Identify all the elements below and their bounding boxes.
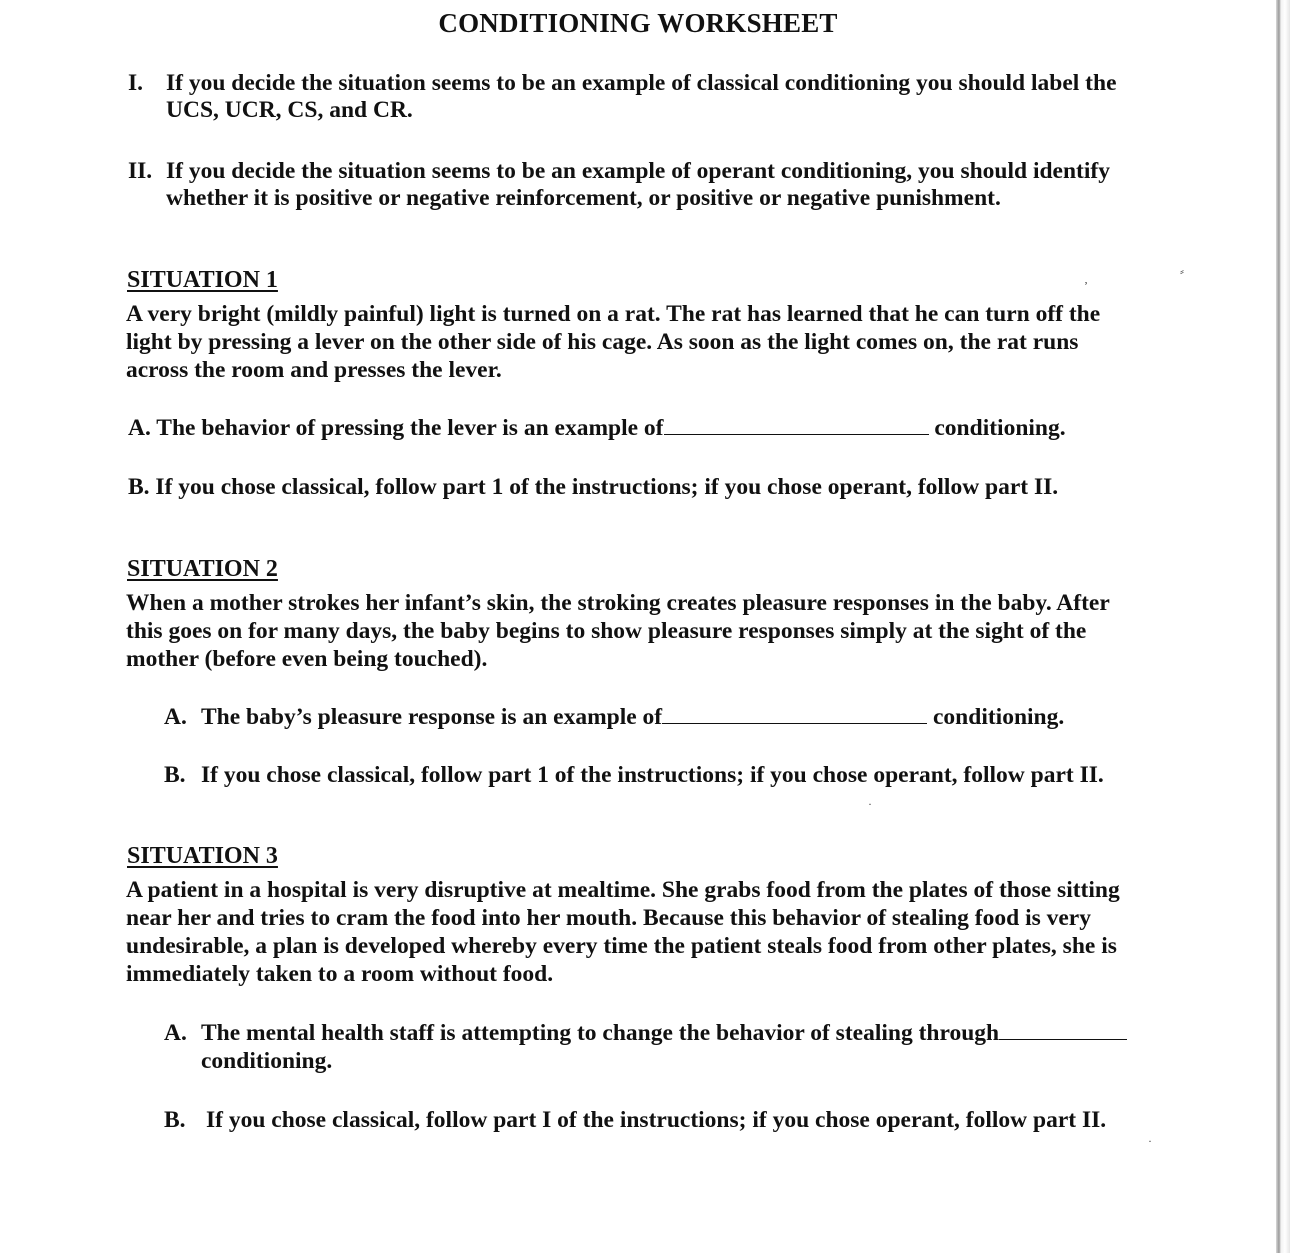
- question-a-prefix: The baby’s pleasure response is an example of: [201, 704, 663, 730]
- situation-2-heading: SITUATION 2: [127, 556, 278, 582]
- situation-1-heading: SITUATION 1: [127, 267, 278, 293]
- instruction-1: [128, 70, 1148, 124]
- question-a-suffix: conditioning.: [934, 415, 1066, 441]
- scan-speck: ⸗: [1180, 264, 1184, 278]
- question-b-text: If you chose classical, follow part I of the instructions; if you chose operant, follow part II.: [206, 1107, 1107, 1133]
- instruction-text: If you decide the situation seems to be an example of operant conditioning, you should identify whether it is positive or negative reinforcement, or positive or negative punishment.: [166, 158, 1110, 211]
- question-a-suffix: conditioning.: [201, 1048, 333, 1074]
- situation-3-heading: SITUATION 3: [127, 843, 278, 869]
- situation-3-text: A patient in a hospital is very disruptive at mealtime. She grabs food from the plates of those sitting near her and tries to cram the food into her mouth. Because this behavior of stealing food is very undesirable, a plan is developed whereby every time the patient steals food from other plates, she is immediately taken to a room without food.: [126, 877, 1120, 987]
- question-letter: B.: [164, 762, 186, 788]
- question-a-prefix: The mental health staff is attempting to change the behavior of stealing through: [201, 1020, 1000, 1046]
- instruction-number: I.: [128, 70, 144, 96]
- instruction-number: II.: [128, 158, 153, 184]
- page-title: CONDITIONING WORKSHEET: [438, 8, 838, 38]
- question-a-suffix: conditioning.: [933, 704, 1065, 730]
- instruction-text: If you decide the situation seems to be an example of classical conditioning you should label the UCS, UCR, CS, and CR.: [166, 70, 1117, 123]
- answer-blank[interactable]: [664, 414, 929, 435]
- page-edge: [1276, 0, 1290, 1253]
- question-letter: A.: [164, 704, 187, 730]
- situation-1-text: A very bright (mildly painful) light is turned on a rat. The rat has learned that he can turn off the light by pressing a lever on the other side of his cage. As soon as the light comes on, the rat runs across the room and presses the lever.: [126, 301, 1101, 383]
- situation-3-question-a: [164, 1019, 1139, 1075]
- question-letter: B.: [164, 1107, 186, 1133]
- situation-1-question-b: B. If you chose classical, follow part 1 of the instructions; if you chose operant, follow part II.: [128, 474, 1059, 500]
- situation-3-question-b: [164, 1106, 1106, 1134]
- scan-speck: ‚: [1084, 272, 1088, 286]
- scan-speck: ·: [1148, 1134, 1152, 1148]
- question-b-text: If you chose classical, follow part 1 of the instructions; if you chose operant, follow part II.: [201, 762, 1104, 788]
- situation-2-question-b: [164, 761, 1104, 789]
- answer-blank[interactable]: [662, 703, 927, 724]
- situation-2-text: When a mother strokes her infant’s skin, the stroking creates pleasure responses in the baby. After this goes on for many days, the baby begins to show pleasure responses simply at the sight of the mother (before even being touched).: [126, 590, 1110, 672]
- situation-1-question-a: [128, 414, 1066, 442]
- instruction-2: [128, 158, 1138, 212]
- situation-2-question-a: [164, 703, 1064, 731]
- question-letter: A.: [164, 1020, 187, 1046]
- scan-speck: ·: [868, 797, 872, 811]
- question-a-prefix: A. The behavior of pressing the lever is an example of: [128, 415, 664, 441]
- answer-blank[interactable]: [999, 1019, 1127, 1040]
